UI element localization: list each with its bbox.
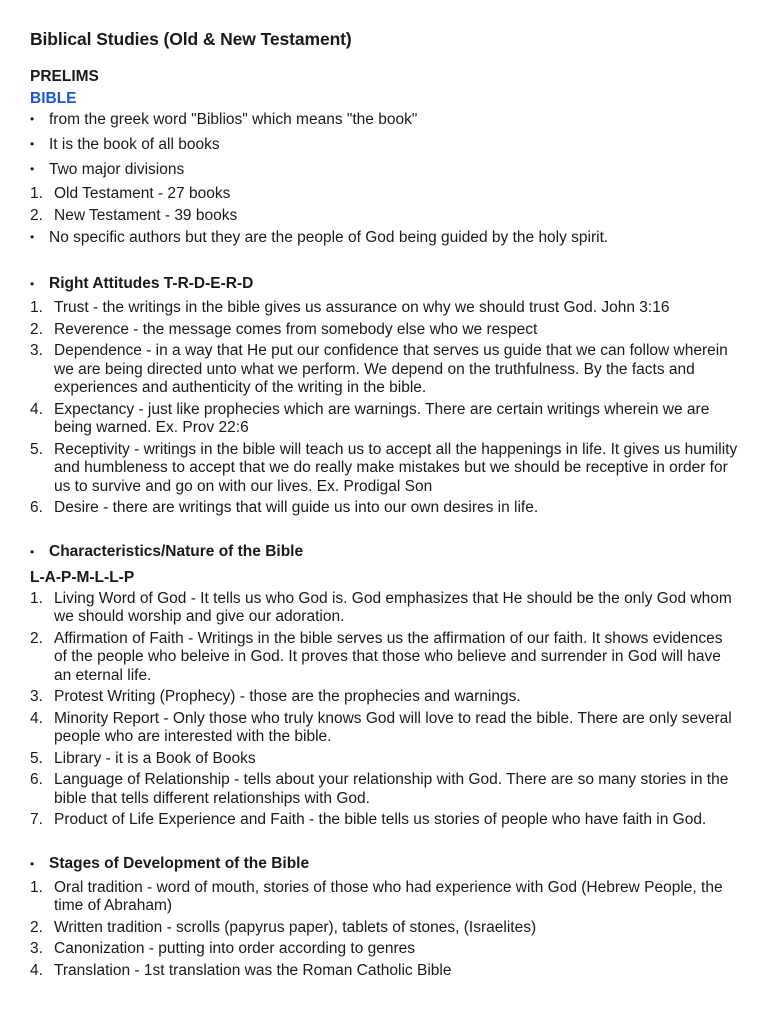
list-item-text: Living Word of God - It tells us who God is. God emphasizes that He should be the only God whom we should worship and give our adoration.: [54, 589, 732, 625]
list-item: [30, 160, 738, 179]
list-item-text: It is the book of all books: [49, 136, 220, 153]
list-number: 3.: [30, 688, 43, 705]
list-number: 4.: [30, 400, 43, 418]
list-number: 2.: [30, 629, 43, 647]
list-item: [30, 710, 738, 747]
list-item: [30, 110, 738, 129]
list-item-text: Expectancy - just like prophecies which are warnings. There are certain writings wherein we are being warned. Ex. Prov 22:6: [54, 400, 710, 436]
list-item-text: Reverence - the message comes from somebody else who we respect: [54, 320, 538, 338]
list-item: [30, 135, 738, 154]
list-item-text: Library - it is a Book of Books: [54, 749, 256, 767]
section-heading-text: Stages of Development of the Bible: [49, 854, 310, 872]
list-item-text: Receptivity - writings in the bible will teach us to accept all the happenings in life. It gives us humility and humbleness to accept that we do really make mistakes but we should be receptive in order for us to survive and go on with our lives. Ex. Prodigal Son: [54, 440, 738, 495]
list-item-text: Oral tradition - word of mouth, stories of those who had experience with God (Hebrew People, the time of Abraham): [54, 878, 723, 914]
list-item-text: Minority Report - Only those who truly knows God will love to read the bible. There are only several people who are interested with the bible.: [54, 709, 732, 745]
list-item: [30, 811, 738, 830]
bullet-marker: •: [30, 137, 35, 151]
list-item: [30, 321, 738, 340]
list-item: [30, 342, 738, 398]
page-title: Biblical Studies (Old & New Testament): [30, 29, 352, 49]
bullet-marker: •: [30, 112, 35, 126]
list-number: 2.: [30, 206, 43, 224]
list-number: 2.: [30, 320, 43, 338]
list-item: [30, 590, 738, 627]
list-item: [30, 401, 738, 438]
section-heading-text: Characteristics/Nature of the Bible: [49, 542, 304, 560]
bullet-marker: •: [30, 544, 35, 559]
list-number: 3.: [30, 940, 43, 957]
list-item-text: Canonization - putting into order according to genres: [54, 940, 416, 957]
list-item-text: Written tradition - scrolls (papyrus paper), tablets of stones, (Israelites): [54, 918, 537, 936]
prelims-heading: PRELIMS: [30, 68, 99, 85]
list-item-text: Trust - the writings in the bible gives us assurance on why we should trust God. John 3:16: [54, 299, 670, 316]
bullet-marker: •: [30, 162, 35, 176]
list-item-text: Language of Relationship - tells about your relationship with God. There are so many stories in the bible that tells different relationships with God.: [54, 771, 729, 807]
list-number: 2.: [30, 918, 43, 936]
list-number: 6.: [30, 499, 43, 516]
section-heading-text: Right Attitudes T-R-D-E-R-D: [49, 275, 254, 292]
list-item: [30, 771, 738, 808]
list-item: [30, 499, 738, 518]
acronym-code: L-A-P-M-L-L-P: [30, 568, 135, 586]
list-number: 1.: [30, 878, 43, 896]
list-item: [30, 630, 738, 686]
list-item-text: Desire - there are writings that will guide us into our own desires in life.: [54, 499, 539, 516]
list-number: 1.: [30, 299, 43, 316]
list-item-text: Old Testament - 27 books: [54, 185, 231, 202]
list-item-text: Translation - 1st translation was the Roman Catholic Bible: [54, 961, 452, 979]
list-item-text: No specific authors but they are the people of God being guided by the holy spirit.: [49, 229, 609, 246]
list-item: [30, 688, 738, 707]
list-item-text: Affirmation of Faith - Writings in the bible serves us the affirmation of our faith. It shows evidences of the people who beleive in God. It proves that those who believe and surrender in God will have an eternal life.: [54, 629, 723, 684]
list-item-text: Product of Life Experience and Faith - the bible tells us stories of people who have faith in God.: [54, 811, 707, 828]
list-item: [30, 185, 738, 204]
bible-heading: BIBLE: [30, 90, 77, 107]
list-item: [30, 962, 738, 981]
list-item-text: from the greek word "Biblios" which means "the book": [49, 111, 418, 128]
list-item: [30, 228, 738, 247]
list-item: [30, 207, 738, 226]
list-number: 6.: [30, 771, 43, 788]
list-item-text: Protest Writing (Prophecy) - those are the prophecies and warnings.: [54, 688, 521, 705]
list-item-text: Dependence - in a way that He put our confidence that serves us guide that we can follow wherein we are being directed unto what we perform. We depend on the truthfulness. By the facts and experiences and authenticity of the writing in the bible.: [54, 342, 728, 396]
list-item-text: New Testament - 39 books: [54, 206, 238, 224]
list-item: [30, 879, 738, 916]
list-item: [30, 299, 738, 318]
section-heading-stages: [30, 853, 738, 875]
list-item: [30, 919, 738, 938]
bullet-marker: •: [30, 277, 35, 291]
list-item: [30, 750, 738, 769]
list-number: 7.: [30, 811, 43, 828]
list-item-text: Two major divisions: [49, 161, 185, 178]
list-number: 1.: [30, 185, 43, 202]
list-number: 4.: [30, 961, 43, 979]
list-number: 1.: [30, 589, 43, 607]
bullet-marker: •: [30, 230, 35, 244]
list-number: 5.: [30, 440, 43, 458]
bullet-marker: •: [30, 856, 35, 871]
list-item: [30, 940, 738, 959]
list-number: 5.: [30, 749, 43, 767]
section-heading-attitudes: [30, 273, 738, 295]
list-number: 4.: [30, 709, 43, 727]
list-item: [30, 441, 738, 497]
list-number: 3.: [30, 342, 43, 359]
section-heading-characteristics: [30, 541, 738, 563]
